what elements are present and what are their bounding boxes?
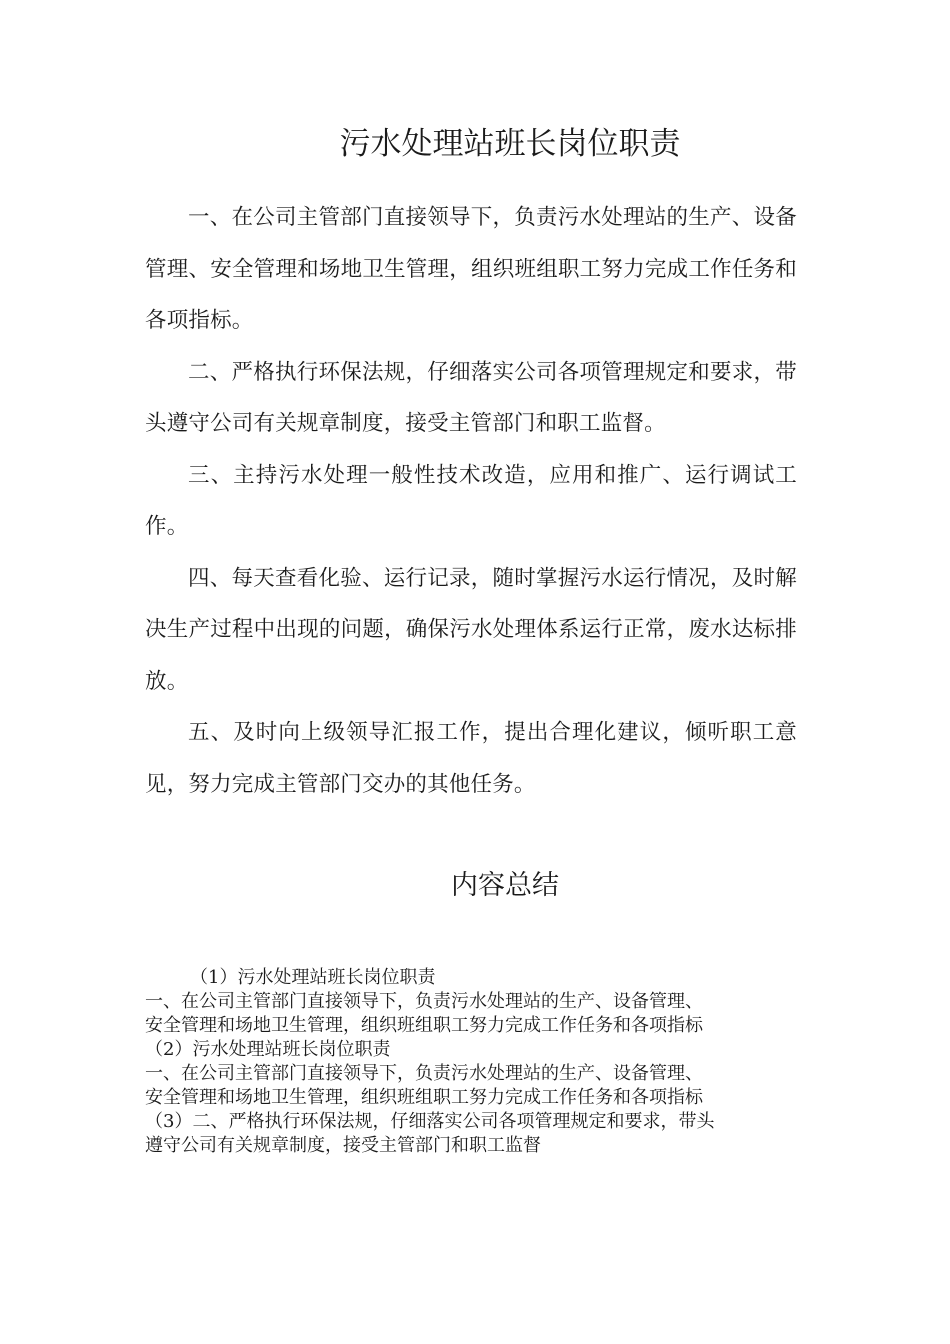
paragraph-2: 二、严格执行环保法规，仔细落实公司各项管理规定和要求，带头遵守公司有关规章制度，接受主管部门和职工监督。 (145, 359, 797, 436)
summary-line-6: 安全管理和场地卫生管理，组织班组职工努力完成工作任务和各项指标 (145, 1087, 703, 1108)
paragraph-1: 一、在公司主管部门直接领导下，负责污水处理站的生产、设备管理、安全管理和场地卫生管理，组织班组职工努力完成工作任务和各项指标。 (145, 205, 797, 333)
summary-line-4: （2）污水处理站班长岗位职责 (145, 1039, 391, 1060)
page-title: 污水处理站班长岗位职责 (339, 126, 681, 162)
summary-line-2: 一、在公司主管部门直接领导下，负责污水处理站的生产、设备管理、 (145, 991, 703, 1012)
summary-title: 内容总结 (451, 870, 559, 901)
summary-line-7: （3）二、严格执行环保法规，仔细落实公司各项管理规定和要求，带头 (145, 1111, 715, 1132)
paragraph-3: 三、主持污水处理一般性技术改造，应用和推广、运行调试工作。 (145, 462, 797, 539)
paragraph-5: 五、及时向上级领导汇报工作，提出合理化建议，倾听职工意见，努力完成主管部门交办的其他任务。 (145, 720, 797, 797)
paragraph-4: 四、每天查看化验、运行记录，随时掌握污水运行情况，及时解决生产过程中出现的问题，确保污水处理体系运行正常，废水达标排放。 (145, 565, 797, 694)
summary-section (145, 966, 805, 1158)
summary-line-3: 安全管理和场地卫生管理，组织班组职工努力完成工作任务和各项指标 (145, 1015, 703, 1036)
summary-line-5: 一、在公司主管部门直接领导下，负责污水处理站的生产、设备管理、 (145, 1063, 703, 1084)
summary-line-1: （1）污水处理站班长岗位职责 (190, 967, 436, 988)
document-body (145, 192, 797, 810)
summary-line-8: 遵守公司有关规章制度，接受主管部门和职工监督 (145, 1135, 541, 1156)
